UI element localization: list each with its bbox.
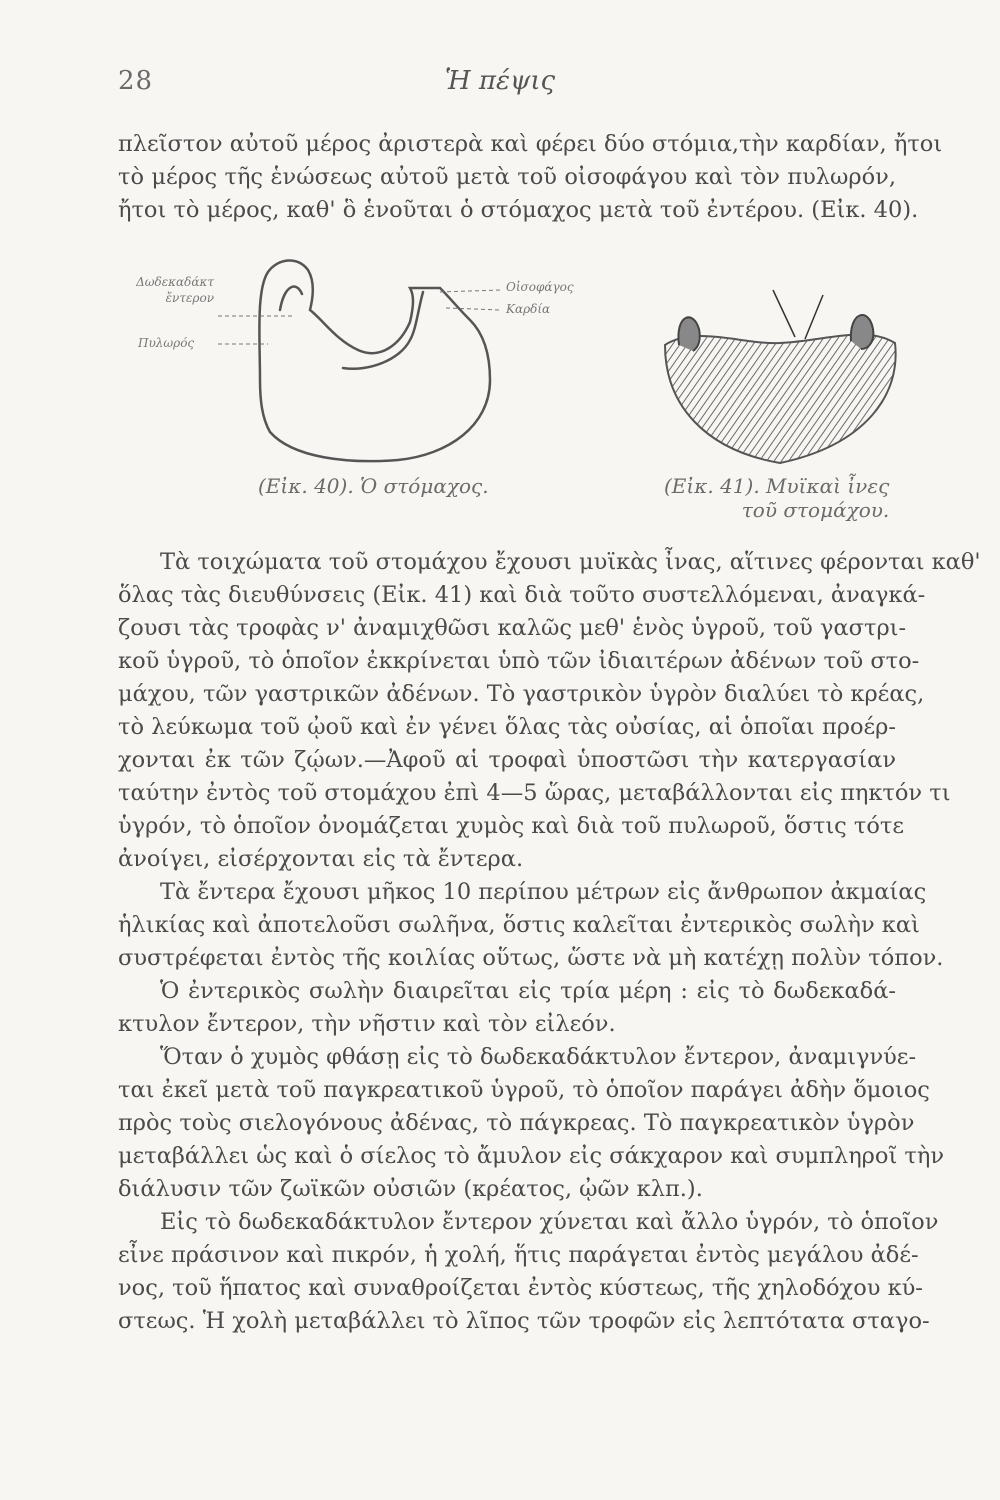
- text-line: ἀνοίγει, εἰσέρχονται εἰς τὰ ἔντερα.: [118, 846, 524, 872]
- text-line: ὅλας τὰς διευθύνσεις (Εἰκ. 41) καὶ διὰ τοῦτο συστελλόμεναι, ἀναγκά-: [118, 582, 926, 608]
- intro-paragraph: [118, 128, 943, 227]
- page-number: 28: [118, 66, 154, 96]
- text-line: διάλυσιν τῶν ζωϊκῶν οὐσιῶν (κρέατος, ᾠῶν κλπ.).: [118, 1176, 703, 1202]
- text-line: Τὰ τοιχώματα τοῦ στομάχου ἔχουσι μυϊκὰς ἶνας, αἵτινες φέρονται καθ': [160, 549, 981, 575]
- running-head: Ἡ πέψις: [444, 66, 556, 96]
- text-line: ταύτην ἐντὸς τοῦ στομάχου ἐπὶ 4—5 ὥρας, μεταβάλλονται εἰς πηκτόν τι: [118, 780, 951, 806]
- text-line: ται ἐκεῖ μετὰ τοῦ παγκρεατικοῦ ὑγροῦ, τὸ ὁποῖον παράγει ἀδὴν ὅμοιος: [118, 1077, 930, 1103]
- figure-41-caption-line2: τοῦ στομάχου.: [741, 498, 890, 522]
- text-line: στεως. Ἡ χολὴ μεταβάλλει τὸ λῖπος τῶν τροφῶν εἰς λεπτότατα σταγο-: [118, 1308, 930, 1334]
- text-line: κοῦ ὑγροῦ, τὸ ὁποῖον ἐκκρίνεται ὑπὸ τῶν ἰδιαιτέρων ἀδένων τοῦ στο-: [118, 648, 920, 674]
- text-line: τὸ λεύκωμα τοῦ ᾠοῦ καὶ ἐν γένει ὅλας τὰς οὐσίας, αἱ ὁποῖαι προέρ-: [118, 714, 896, 740]
- text-line: Ὅταν ὁ χυμὸς φθάσῃ εἰς τὸ δωδεκαδάκτυλον ἔντερον, ἀναμιγνύε-: [160, 1044, 917, 1070]
- label-esophagus: Οἰσοφάγος: [506, 280, 574, 294]
- figure-41: [655, 285, 905, 475]
- text-line: ζουσι τὰς τροφὰς ν' ἀναμιχθῶσι καλῶς μεθ' ἑνὸς ὑγροῦ, τοῦ γαστρι-: [118, 615, 907, 641]
- text-line: ὑγρόν, τὸ ὁποῖον ὀνομάζεται χυμὸς καὶ διὰ τοῦ πυλωροῦ, ὅστις τότε: [118, 813, 905, 839]
- body-text: [118, 546, 981, 1338]
- figure-40: [118, 250, 574, 485]
- text-line: ἤτοι τὸ μέρος, καθ' ὃ ἑνοῦται ὁ στόμαχος μετὰ τοῦ ἐντέρου. (Εἰκ. 40).: [118, 197, 919, 223]
- text-line: συστρέφεται ἐντὸς τῆς κοιλίας οὕτως, ὥστε νὰ μὴ κατέχῃ πολὺν τόπον.: [118, 945, 944, 971]
- text-line: μάχου, τῶν γαστρικῶν ἀδένων. Τὸ γαστρικὸν ὑγρὸν διαλύει τὸ κρέας,: [118, 681, 925, 707]
- text-line: μεταβάλλει ὡς καὶ ὁ σίελος τὸ ἄμυλον εἰς σάκχαρον καὶ συμπληροῖ τὴν: [118, 1143, 945, 1169]
- figure-40-caption: (Εἰκ. 40). Ὁ στόμαχος.: [258, 474, 489, 498]
- text-line: πρὸς τοὺς σιελογόνους ἀδένας, τὸ πάγκρεας. Τὸ παγκρεατικὸν ὑγρὸν: [118, 1110, 915, 1136]
- figure-41-caption: [664, 474, 889, 522]
- text-line: νος, τοῦ ἥπατος καὶ συναθροίζεται ἐντὸς κύστεως, τῆς χηλοδόχου κύ-: [118, 1275, 923, 1301]
- text-line: χονται ἐκ τῶν ζῴων.—Ἀφοῦ αἱ τροφαὶ ὑποστῶσι τὴν κατεργασίαν: [118, 747, 896, 773]
- stomach-muscle-illustration: [655, 285, 905, 475]
- figure-41-caption-line1: (Εἰκ. 41). Μυϊκαὶ ἶνες: [664, 474, 890, 498]
- label-duodenum: Δωδεκαδάκτ ἔντερον: [136, 275, 214, 305]
- text-line: Εἰς τὸ δωδεκαδάκτυλον ἔντερον χύνεται καὶ ἄλλο ὑγρόν, τὸ ὁποῖον: [160, 1209, 939, 1235]
- text-line: εἶνε πράσινον καὶ πικρόν, ἡ χολή, ἥτις παράγεται ἐντὸς μεγάλου ἀδέ-: [118, 1242, 919, 1268]
- text-line: Τὰ ἔντερα ἔχουσι μῆκος 10 περίπου μέτρων εἰς ἄνθρωπον ἀκμαίας: [160, 879, 927, 905]
- text-line: κτυλον ἔντερον, τὴν νῆστιν καὶ τὸν εἰλεόν.: [118, 1011, 616, 1037]
- text-line: πλεῖστον αὐτοῦ μέρος ἀριστερὰ καὶ φέρει δύο στόμια,τὴν καρδίαν, ἤτοι: [118, 131, 943, 157]
- text-line: Ὁ ἐντερικὸς σωλὴν διαιρεῖται εἰς τρία μέρη : εἰς τὸ δωδεκαδά-: [160, 978, 896, 1004]
- text-line: τὸ μέρος τῆς ἑνώσεως αὐτοῦ μετὰ τοῦ οἰσοφάγου καὶ τὸν πυλωρόν,: [118, 164, 896, 190]
- label-pylorus: Πυλωρός: [138, 336, 195, 350]
- text-line: ἡλικίας καὶ ἀποτελοῦσι σωλῆνα, ὅστις καλεῖται ἐντερικὸς σωλὴν καὶ: [118, 912, 920, 938]
- label-cardia: Καρδία: [506, 302, 551, 316]
